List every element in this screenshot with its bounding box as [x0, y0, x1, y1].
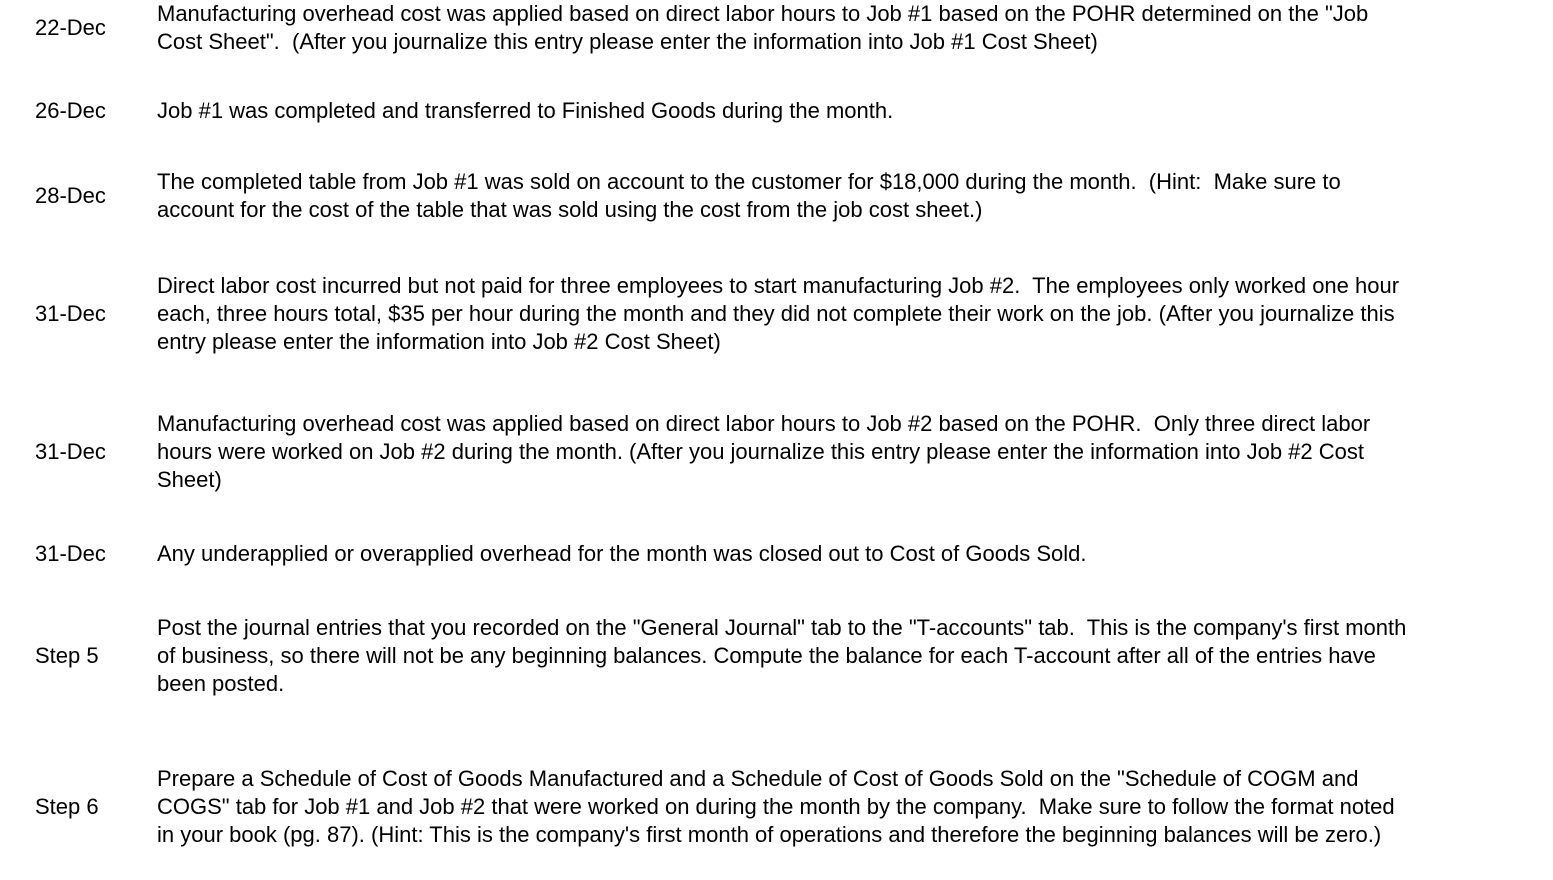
description-line: of business, so there will not be any beginning balances. Compute the balance for each T-account after all of the entries have: [157, 643, 1376, 668]
description-line: Manufacturing overhead cost was applied based on direct labor hours to Job #2 based on the POHR. Only three direct labor: [157, 411, 1371, 436]
row-description: [157, 540, 1537, 568]
description-line: Post the journal entries that you recorded on the "General Journal" tab to the "T-accounts" tab. This is the company's first month: [157, 615, 1407, 640]
description-line: entry please enter the information into Job #2 Cost Sheet): [157, 329, 721, 354]
row-date-label: 31-Dec: [35, 439, 106, 464]
row-date-label: 22-Dec: [35, 15, 106, 40]
description-line: Manufacturing overhead cost was applied based on direct labor hours to Job #1 based on the POHR determined on the "Job: [157, 1, 1369, 26]
description-line: account for the cost of the table that was sold using the cost from the job cost sheet.): [157, 197, 983, 222]
description-line: Any underapplied or overapplied overhead for the month was closed out to Cost of Goods Sold.: [157, 541, 1087, 566]
description-line: COGS" tab for Job #1 and Job #2 that were worked on during the month by the company. Make sure to follow the format noted: [157, 794, 1395, 819]
description-line: Job #1 was completed and transferred to Finished Goods during the month.: [157, 98, 894, 123]
description-line: Direct labor cost incurred but not paid for three employees to start manufacturing Job #2. The employees only worked one hour: [157, 273, 1400, 298]
description-line: Prepare a Schedule of Cost of Goods Manufactured and a Schedule of Cost of Goods Sold on the "Schedule of COGM and: [157, 766, 1359, 791]
row-date-label: 31-Dec: [35, 541, 106, 566]
row-description: [157, 614, 1537, 698]
row-description: [157, 0, 1537, 56]
row-step-label: Step 5: [35, 643, 99, 668]
row-description: [157, 410, 1537, 494]
row-step-label: Step 6: [35, 794, 99, 819]
description-line: each, three hours total, $35 per hour during the month and they did not complete their work on the job. (After you journalize this: [157, 301, 1395, 326]
row-description: [157, 97, 1537, 125]
row-date-label: 31-Dec: [35, 301, 106, 326]
row-description: [157, 765, 1537, 849]
row-date-label: 28-Dec: [35, 183, 106, 208]
description-line: Cost Sheet". (After you journalize this entry please enter the information into Job #1 Cost Sheet): [157, 29, 1098, 54]
description-line: been posted.: [157, 671, 285, 696]
row-description: [157, 272, 1537, 356]
description-line: Sheet): [157, 467, 222, 492]
description-line: hours were worked on Job #2 during the month. (After you journalize this entry please enter the information into Job #2 Cost: [157, 439, 1365, 464]
row-date-label: 26-Dec: [35, 98, 106, 123]
description-line: The completed table from Job #1 was sold on account to the customer for $18,000 during the month. (Hint: Make sure to: [157, 169, 1341, 194]
description-line: in your book (pg. 87). (Hint: This is the company's first month of operations and therefore the beginning balances will be zero.): [157, 822, 1382, 847]
row-description: [157, 168, 1537, 224]
